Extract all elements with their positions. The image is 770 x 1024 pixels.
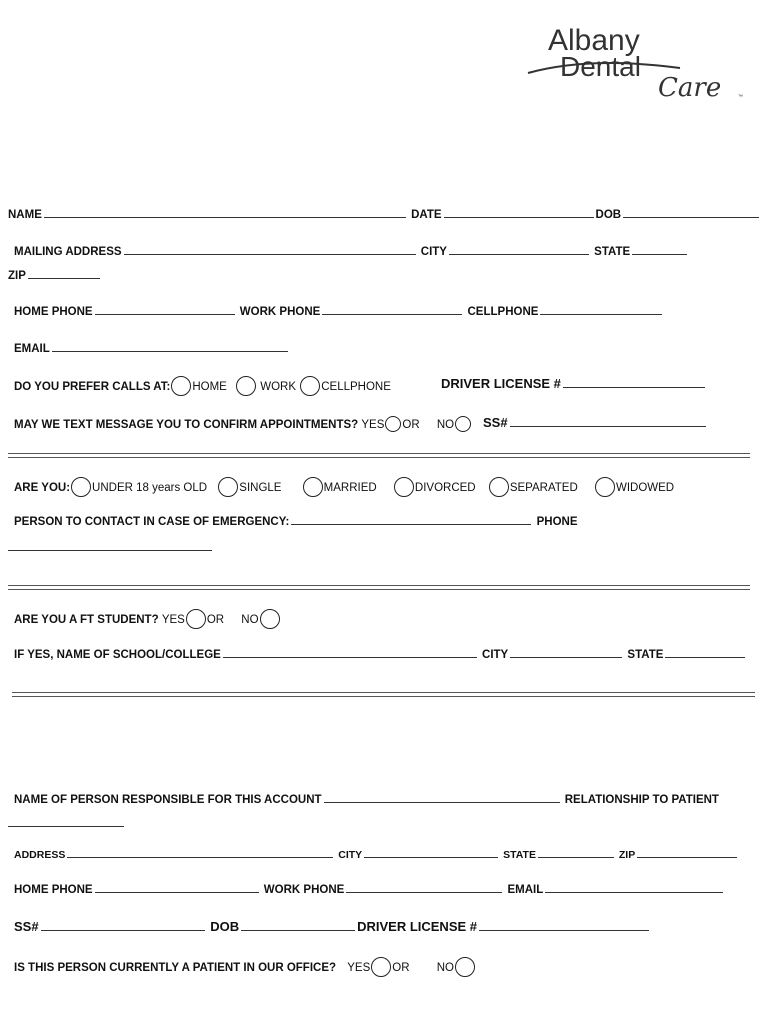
- school-label: IF YES, NAME OF SCHOOL/COLLEGE: [14, 649, 221, 661]
- zip-label: ZIP: [8, 270, 26, 282]
- responsible-zip-field[interactable]: [637, 847, 737, 858]
- responsible-work-phone-field[interactable]: [346, 882, 502, 893]
- separated-label: SEPARATED: [509, 482, 578, 495]
- state-label: STATE: [594, 246, 631, 258]
- ft-student-label: ARE YOU A FT STUDENT?: [14, 614, 159, 627]
- school-state-label: STATE: [627, 649, 664, 661]
- single-radio[interactable]: [218, 477, 238, 497]
- widowed-radio[interactable]: [595, 477, 615, 497]
- emergency-phone-field[interactable]: [8, 540, 212, 551]
- responsible-phones-row: [14, 882, 725, 897]
- phones-row: [14, 304, 664, 319]
- responsible-city-label: CITY: [338, 849, 363, 861]
- or-label: OR: [402, 419, 420, 432]
- prefer-calls-label: DO YOU PREFER CALLS AT:: [14, 381, 171, 394]
- dob-label: DOB: [595, 209, 622, 221]
- responsible-ids-row: [14, 920, 651, 934]
- student-yes-radio[interactable]: [186, 609, 206, 629]
- driver-license-row: [441, 377, 707, 391]
- cellphone-option-label: CELLPHONE: [321, 381, 391, 394]
- current-patient-yes-radio[interactable]: [371, 957, 391, 977]
- married-radio[interactable]: [303, 477, 323, 497]
- responsible-name-label: NAME OF PERSON RESPONSIBLE FOR THIS ACCOUNT: [14, 794, 322, 806]
- student-no-label: NO: [241, 614, 259, 627]
- home-option-label: HOME: [192, 381, 227, 394]
- emergency-row: [14, 514, 578, 529]
- city-label: CITY: [420, 246, 447, 258]
- relationship-label: RELATIONSHIP TO PATIENT: [564, 794, 719, 806]
- married-label: MARRIED: [323, 482, 377, 495]
- dob-field[interactable]: [623, 207, 759, 218]
- under18-radio[interactable]: [71, 477, 91, 497]
- work-option-label: WORK: [260, 381, 297, 394]
- prefer-calls-row: [14, 377, 391, 397]
- current-patient-yes-label: YES: [347, 962, 371, 975]
- student-row: [14, 610, 281, 630]
- school-city-field[interactable]: [510, 647, 622, 658]
- email-field[interactable]: [52, 341, 288, 352]
- student-or-label: OR: [206, 614, 225, 627]
- are-you-label: ARE YOU:: [14, 482, 71, 495]
- driver-license-label: DRIVER LICENSE #: [441, 376, 561, 391]
- address-field[interactable]: [67, 847, 333, 858]
- school-row: [14, 647, 747, 662]
- section-divider: [12, 692, 755, 697]
- no-option-label: NO: [436, 419, 455, 432]
- home-phone-field[interactable]: [95, 304, 235, 315]
- address-label: ADDRESS: [14, 849, 66, 861]
- cellphone-radio[interactable]: [300, 376, 320, 396]
- home-phone-label: HOME PHONE: [14, 306, 93, 318]
- responsible-email-label: EMAIL: [507, 884, 544, 896]
- responsible-dob-field[interactable]: [241, 920, 355, 931]
- school-field[interactable]: [223, 647, 477, 658]
- responsible-city-field[interactable]: [364, 847, 498, 858]
- section-divider: [8, 453, 750, 458]
- state-field[interactable]: [632, 244, 687, 255]
- mailing-address-label: MAILING ADDRESS: [14, 246, 122, 258]
- work-phone-label: WORK PHONE: [239, 306, 321, 318]
- mailing-address-field[interactable]: [124, 244, 416, 255]
- text-message-row: [14, 417, 472, 433]
- svg-text:Care: Care: [658, 73, 722, 103]
- ss-row: [483, 416, 708, 430]
- current-patient-no-radio[interactable]: [455, 957, 475, 977]
- name-row: [8, 207, 761, 222]
- student-yes-label: YES: [161, 614, 185, 627]
- zip-field[interactable]: [28, 268, 100, 279]
- relationship-row: [8, 816, 124, 831]
- text-message-label: MAY WE TEXT MESSAGE YOU TO CONFIRM APPOINTMENTS?: [14, 419, 359, 432]
- responsible-work-phone-label: WORK PHONE: [263, 884, 345, 896]
- responsible-driver-license-label: DRIVER LICENSE #: [357, 919, 478, 934]
- zip-row: [8, 268, 102, 283]
- work-phone-field[interactable]: [322, 304, 462, 315]
- svg-text:Dental: Dental: [560, 51, 641, 82]
- responsible-home-phone-field[interactable]: [95, 882, 259, 893]
- student-no-radio[interactable]: [260, 609, 280, 629]
- relationship-field[interactable]: [8, 816, 124, 827]
- school-state-field[interactable]: [665, 647, 745, 658]
- widowed-label: WIDOWED: [615, 482, 675, 495]
- school-city-label: CITY: [482, 649, 509, 661]
- mailing-row: [14, 244, 689, 259]
- responsible-state-field[interactable]: [538, 847, 614, 858]
- responsible-row: [14, 792, 719, 807]
- responsible-zip-label: ZIP: [618, 849, 636, 861]
- under18-label: UNDER 18 years OLD: [92, 482, 208, 495]
- divorced-radio[interactable]: [394, 477, 414, 497]
- text-no-radio[interactable]: [455, 416, 471, 432]
- responsible-ss-label: SS#: [14, 919, 39, 934]
- name-field[interactable]: [44, 207, 406, 218]
- emergency-phone-label: PHONE: [536, 516, 578, 528]
- cellphone-field[interactable]: [540, 304, 662, 315]
- divorced-label: DIVORCED: [414, 482, 476, 495]
- date-label: DATE: [411, 209, 442, 221]
- responsible-driver-license-field[interactable]: [479, 920, 649, 931]
- yes-option-label: YES: [361, 419, 385, 432]
- city-field[interactable]: [449, 244, 589, 255]
- work-radio[interactable]: [236, 376, 256, 396]
- responsible-state-label: STATE: [503, 849, 536, 861]
- date-field[interactable]: [444, 207, 594, 218]
- text-yes-radio[interactable]: [385, 416, 401, 432]
- emergency-phone-row: [8, 540, 212, 555]
- email-label: EMAIL: [14, 343, 50, 355]
- svg-text:™: ™: [738, 94, 743, 100]
- albany-dental-care-logo: [520, 18, 760, 113]
- emergency-contact-field[interactable]: [291, 514, 531, 525]
- email-row: [14, 341, 290, 356]
- responsible-dob-label: DOB: [210, 919, 240, 934]
- section-divider: [8, 585, 750, 590]
- current-patient-or-label: OR: [392, 962, 410, 975]
- current-patient-row: [14, 958, 476, 978]
- svg-text:Albany: Albany: [548, 24, 640, 57]
- responsible-address-row: [14, 847, 739, 862]
- responsible-ss-field[interactable]: [41, 920, 205, 931]
- cellphone-label: CELLPHONE: [467, 306, 539, 318]
- single-label: SINGLE: [239, 482, 282, 495]
- name-label: NAME: [8, 209, 42, 221]
- emergency-label: PERSON TO CONTACT IN CASE OF EMERGENCY:: [14, 516, 290, 528]
- current-patient-no-label: NO: [436, 962, 454, 975]
- driver-license-field[interactable]: [563, 377, 705, 388]
- separated-radio[interactable]: [489, 477, 509, 497]
- marital-status-row: [14, 478, 674, 498]
- responsible-email-field[interactable]: [545, 882, 723, 893]
- current-patient-label: IS THIS PERSON CURRENTLY A PATIENT IN OUR OFFICE?: [14, 962, 337, 975]
- ss-label: SS#: [483, 415, 508, 430]
- ss-field[interactable]: [510, 416, 706, 427]
- responsible-home-phone-label: HOME PHONE: [14, 884, 93, 896]
- responsible-name-field[interactable]: [324, 792, 560, 803]
- home-radio[interactable]: [171, 376, 191, 396]
